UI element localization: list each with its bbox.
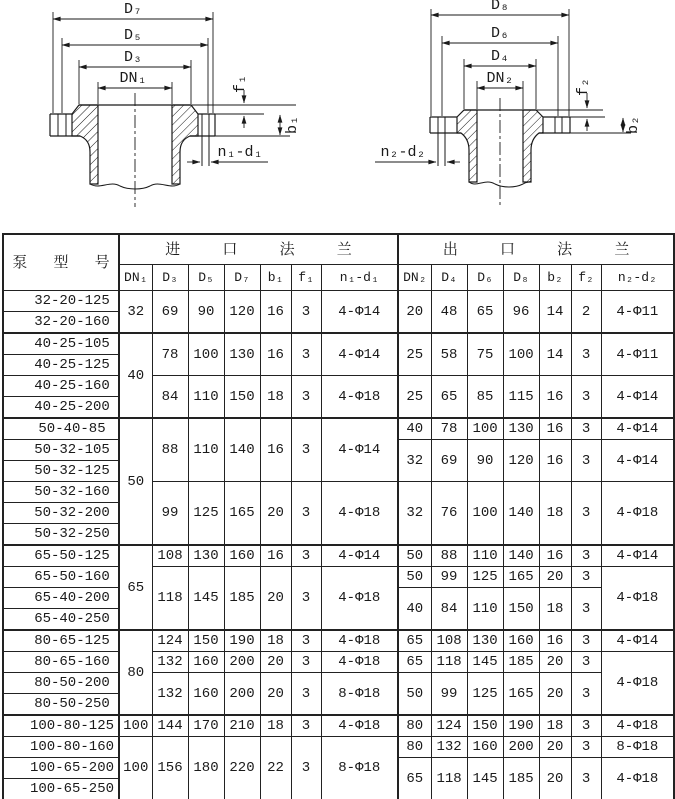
dimension-cell: 200	[503, 737, 539, 758]
dimension-cell: 25	[398, 376, 431, 419]
dimension-cell: 4-Φ14	[321, 418, 398, 482]
dimension-cell: 145	[467, 758, 503, 799]
inlet-subheader-cell: f₁	[291, 265, 321, 291]
dimension-cell: 3	[571, 715, 601, 737]
pump-model-cell: 100-65-250	[3, 779, 119, 799]
dimension-cell: 65	[431, 376, 467, 419]
dimension-cell: 100	[119, 737, 152, 799]
pump-model-cell: 80-50-200	[3, 673, 119, 694]
dimension-cell: 4-Φ11	[601, 333, 674, 376]
dimension-cell: 4-Φ14	[601, 440, 674, 482]
dimension-cell: 165	[503, 673, 539, 716]
dimension-cell: 16	[539, 440, 571, 482]
pump-model-cell: 80-65-125	[3, 630, 119, 652]
d4-label: D₄	[490, 48, 510, 65]
dimension-cell: 78	[431, 418, 467, 440]
dimension-cell: 4-Φ14	[321, 333, 398, 376]
dimension-cell: 4-Φ14	[601, 418, 674, 440]
outlet-flange-diagram	[335, 0, 675, 232]
dimension-cell: 4-Φ18	[321, 652, 398, 673]
dimension-cell: 4-Φ11	[601, 291, 674, 334]
dimension-cell: 8-Φ18	[321, 737, 398, 799]
table-row	[3, 630, 674, 652]
dimension-cell: 156	[152, 737, 188, 799]
outlet-subheader-cell: D₄	[431, 265, 467, 291]
dimension-cell: 160	[503, 630, 539, 652]
dimension-cell: 190	[503, 715, 539, 737]
dimension-cell: 160	[224, 545, 260, 567]
f1-label: f₁	[232, 74, 249, 94]
dimension-cell: 3	[571, 737, 601, 758]
dimension-cell: 18	[539, 588, 571, 631]
dimension-cell: 100	[467, 418, 503, 440]
inlet-subheader-cell: b₁	[260, 265, 291, 291]
dimension-cell: 3	[571, 630, 601, 652]
dimension-cell: 220	[224, 737, 260, 799]
dimension-cell: 88	[152, 418, 188, 482]
dimension-cell: 4-Φ18	[601, 567, 674, 631]
pump-model-cell: 50-32-250	[3, 524, 119, 546]
dimension-cell: 130	[224, 333, 260, 376]
pump-model-cell: 65-40-250	[3, 609, 119, 631]
dimension-cell: 20	[539, 652, 571, 673]
dimension-cell: 132	[152, 652, 188, 673]
dimension-cell: 124	[152, 630, 188, 652]
dimension-table-body	[3, 291, 674, 799]
dimension-cell: 32	[119, 291, 152, 334]
dimension-cell: 50	[398, 567, 431, 588]
dimension-cell: 80	[398, 715, 431, 737]
table-row	[3, 333, 674, 355]
dimension-cell: 80	[398, 737, 431, 758]
pump-model-cell: 32-20-160	[3, 312, 119, 334]
dimension-cell: 132	[431, 737, 467, 758]
dimension-cell: 4-Φ18	[601, 715, 674, 737]
dimension-cell: 20	[260, 652, 291, 673]
dimension-cell: 150	[224, 376, 260, 419]
dimension-cell: 165	[224, 482, 260, 546]
dimension-cell: 78	[152, 333, 188, 376]
dimension-cell: 3	[291, 652, 321, 673]
d7-label: D₇	[123, 1, 143, 18]
dimension-cell: 125	[467, 567, 503, 588]
dimension-cell: 124	[431, 715, 467, 737]
dimension-cell: 4-Φ14	[601, 630, 674, 652]
pump-model-cell: 40-25-200	[3, 397, 119, 419]
dn2-label: DN₂	[486, 70, 514, 87]
dimension-cell: 4-Φ18	[321, 376, 398, 419]
dimension-cell: 88	[431, 545, 467, 567]
dimension-cell: 130	[188, 545, 224, 567]
dimension-cell: 16	[539, 630, 571, 652]
pump-model-cell: 80-50-250	[3, 694, 119, 716]
dimension-cell: 3	[291, 482, 321, 546]
d6-label: D₆	[490, 25, 510, 42]
dimension-cell: 76	[431, 482, 467, 546]
d8-label: D₈	[490, 0, 510, 14]
dimension-cell: 99	[152, 482, 188, 546]
pump-model-cell: 65-50-125	[3, 545, 119, 567]
dimension-cell: 145	[188, 567, 224, 631]
table-row	[3, 418, 674, 440]
model-column-header: 泵 型 号	[3, 234, 119, 291]
dimension-cell: 185	[503, 652, 539, 673]
dimension-cell: 2	[571, 291, 601, 334]
dimension-cell: 20	[539, 758, 571, 799]
dimension-cell: 4-Φ18	[601, 652, 674, 716]
pump-model-cell: 80-65-160	[3, 652, 119, 673]
inlet-subheader-cell: DN₁	[119, 265, 152, 291]
dimension-cell: 8-Φ18	[321, 673, 398, 716]
dimension-cell: 84	[431, 588, 467, 631]
dimension-cell: 180	[188, 737, 224, 799]
dimension-labels	[119, 1, 301, 161]
pump-model-cell: 65-40-200	[3, 588, 119, 609]
dimension-cell: 20	[539, 737, 571, 758]
dimension-cell: 20	[398, 291, 431, 334]
table-row	[3, 715, 674, 737]
dimension-cell: 20	[539, 567, 571, 588]
n1-d1-label: n₁-d₁	[217, 144, 263, 161]
dimension-cell: 32	[398, 482, 431, 546]
n2-d2-label: n₂-d₂	[380, 144, 426, 161]
pump-model-cell: 100-80-125	[3, 715, 119, 737]
pump-model-cell: 40-25-105	[3, 333, 119, 355]
dimension-cell: 14	[539, 333, 571, 376]
dimension-cell: 100	[467, 482, 503, 546]
dimension-cell: 14	[539, 291, 571, 334]
table-row	[3, 567, 674, 588]
dimension-cell: 90	[188, 291, 224, 334]
dimension-cell: 100	[503, 333, 539, 376]
dimension-cell: 18	[539, 715, 571, 737]
table-row	[3, 737, 674, 758]
flange-outline	[50, 105, 215, 189]
dimension-cell: 3	[291, 418, 321, 482]
dimension-cell: 3	[571, 588, 601, 631]
dimension-cell: 3	[291, 376, 321, 419]
dimension-cell: 108	[431, 630, 467, 652]
dimension-cell: 3	[291, 630, 321, 652]
inlet-subheader-cell: n₁-d₁	[321, 265, 398, 291]
pump-model-cell: 65-50-160	[3, 567, 119, 588]
dimension-cell: 4-Φ18	[601, 758, 674, 799]
outlet-subheader-cell: n₂-d₂	[601, 265, 674, 291]
dimension-cell: 110	[467, 588, 503, 631]
dimension-cell: 120	[224, 291, 260, 334]
dimension-cell: 130	[503, 418, 539, 440]
dimension-cell: 32	[398, 440, 431, 482]
dimension-cell: 18	[260, 630, 291, 652]
pump-model-cell: 50-32-125	[3, 461, 119, 482]
hub-section-left-hatch	[457, 110, 477, 182]
pump-model-cell: 40-25-125	[3, 355, 119, 376]
dimension-cell: 99	[431, 567, 467, 588]
table-row	[3, 482, 674, 503]
dimension-cell: 118	[152, 567, 188, 631]
dimension-cell: 108	[152, 545, 188, 567]
dimension-cell: 3	[291, 715, 321, 737]
table-row	[3, 376, 674, 397]
dimension-cell: 50	[398, 673, 431, 716]
dimension-cell: 40	[398, 418, 431, 440]
dimension-cell: 150	[467, 715, 503, 737]
dimension-cell: 22	[260, 737, 291, 799]
dimension-cell: 132	[152, 673, 188, 716]
dimension-cell: 3	[571, 440, 601, 482]
dimension-labels	[380, 0, 642, 161]
inlet-subheader-cell: D₅	[188, 265, 224, 291]
dimension-cell: 160	[467, 737, 503, 758]
table-row	[3, 673, 674, 694]
dimension-cell: 118	[431, 652, 467, 673]
dimension-cell: 160	[188, 673, 224, 716]
dimension-cell: 130	[467, 630, 503, 652]
outlet-subheader-cell: DN₂	[398, 265, 431, 291]
hub-section-right-hatch	[523, 110, 543, 182]
dimension-cell: 4-Φ14	[601, 376, 674, 419]
dimension-cell: 3	[291, 291, 321, 334]
dimension-cell: 200	[224, 673, 260, 716]
dimension-cell: 3	[571, 567, 601, 588]
b2-label: b₂	[625, 115, 642, 135]
dimension-cell: 90	[467, 440, 503, 482]
dimension-cell: 110	[188, 418, 224, 482]
outlet-flange-group-header: 出 口 法 兰	[398, 234, 674, 265]
dimension-cell: 118	[431, 758, 467, 799]
dimension-cell: 200	[224, 652, 260, 673]
dimension-cell: 4-Φ14	[321, 545, 398, 567]
dimension-cell: 3	[571, 545, 601, 567]
dimension-cell: 20	[260, 482, 291, 546]
dimension-cell: 65	[398, 630, 431, 652]
dimension-cell: 3	[571, 673, 601, 716]
dimension-cell: 115	[503, 376, 539, 419]
dn1-label: DN₁	[119, 70, 147, 87]
dimension-cell: 20	[260, 567, 291, 631]
dimension-cell: 58	[431, 333, 467, 376]
dimension-cell: 144	[152, 715, 188, 737]
dimension-cell: 8-Φ18	[601, 737, 674, 758]
dimension-cell: 3	[571, 652, 601, 673]
dimension-cell: 18	[260, 376, 291, 419]
dimension-cell: 16	[539, 545, 571, 567]
dimension-cell: 140	[503, 545, 539, 567]
dimension-cell: 3	[571, 418, 601, 440]
dimension-cell: 16	[260, 418, 291, 482]
pump-model-cell: 32-20-125	[3, 291, 119, 312]
dimension-cell: 40	[398, 588, 431, 631]
hub-section-left-hatch	[72, 105, 98, 184]
dimension-cell: 20	[260, 673, 291, 716]
dimension-cell: 16	[539, 418, 571, 440]
dimension-cell: 25	[398, 333, 431, 376]
dimension-cell: 3	[291, 545, 321, 567]
pump-model-cell: 100-65-200	[3, 758, 119, 779]
dimension-cell: 185	[224, 567, 260, 631]
dimension-cell: 145	[467, 652, 503, 673]
dimension-cell: 85	[467, 376, 503, 419]
dimension-cell: 120	[503, 440, 539, 482]
dimension-cell: 4-Φ14	[321, 291, 398, 334]
table-row	[3, 545, 674, 567]
dimension-cell: 84	[152, 376, 188, 419]
dimension-cell: 140	[503, 482, 539, 546]
dimension-cell: 4-Φ18	[601, 482, 674, 546]
inlet-subheader-cell: D₇	[224, 265, 260, 291]
dimension-cell: 190	[224, 630, 260, 652]
dimension-cell: 160	[188, 652, 224, 673]
dimension-cell: 3	[291, 673, 321, 716]
dimension-cell: 3	[571, 482, 601, 546]
dimension-cell: 16	[260, 291, 291, 334]
dimension-cell: 50	[398, 545, 431, 567]
dimension-cell: 4-Φ18	[321, 715, 398, 737]
dimension-cell: 16	[539, 376, 571, 419]
dimension-cell: 18	[539, 482, 571, 546]
flange-table-wrap	[2, 233, 673, 799]
dimension-cell: 165	[503, 567, 539, 588]
dimension-cell: 3	[291, 333, 321, 376]
dimension-cell: 65	[398, 652, 431, 673]
dimension-cell: 3	[291, 567, 321, 631]
f2-label: f₂	[575, 77, 592, 97]
dimension-cell: 16	[260, 545, 291, 567]
dimension-cell: 170	[188, 715, 224, 737]
dimension-cell: 100	[119, 715, 152, 737]
dimension-cell: 125	[188, 482, 224, 546]
dimension-cell: 100	[188, 333, 224, 376]
dimension-cell: 150	[188, 630, 224, 652]
pump-model-cell: 50-32-160	[3, 482, 119, 503]
dimension-cell: 3	[571, 376, 601, 419]
inlet-flange-group-header: 进 口 法 兰	[119, 234, 398, 265]
pump-model-cell: 50-40-85	[3, 418, 119, 440]
flange-dimension-table	[2, 233, 675, 799]
pump-model-cell: 50-32-105	[3, 440, 119, 461]
dimension-cell: 4-Φ18	[321, 567, 398, 631]
dimension-cell: 80	[119, 630, 152, 715]
dimension-cell: 40	[119, 333, 152, 418]
hub-section-right-hatch	[172, 105, 198, 184]
table-row	[3, 652, 674, 673]
dimension-cell: 65	[467, 291, 503, 334]
dimension-cell: 185	[503, 758, 539, 799]
dimension-cell: 69	[152, 291, 188, 334]
dimension-cell: 50	[119, 418, 152, 545]
outlet-subheader-cell: b₂	[539, 265, 571, 291]
dimension-cell: 140	[224, 418, 260, 482]
dimension-cell: 4-Φ18	[321, 482, 398, 546]
dimension-cell: 96	[503, 291, 539, 334]
outlet-subheader-cell: D₈	[503, 265, 539, 291]
dimension-cell: 3	[571, 758, 601, 799]
dimension-cell: 125	[467, 673, 503, 716]
table-row	[3, 291, 674, 312]
outlet-subheader-cell: f₂	[571, 265, 601, 291]
dimension-cell: 69	[431, 440, 467, 482]
dimension-cell: 4-Φ18	[321, 630, 398, 652]
dimension-cell: 65	[119, 545, 152, 630]
dimension-cell: 75	[467, 333, 503, 376]
dimension-cell: 110	[467, 545, 503, 567]
dimension-cell: 20	[539, 673, 571, 716]
dimension-cell: 3	[571, 333, 601, 376]
dimension-cell: 99	[431, 673, 467, 716]
pump-model-cell: 100-80-160	[3, 737, 119, 758]
dimension-cell: 16	[260, 333, 291, 376]
dimension-cell: 4-Φ14	[601, 545, 674, 567]
dimension-cell: 150	[503, 588, 539, 631]
pump-model-cell: 50-32-200	[3, 503, 119, 524]
dimension-cell: 210	[224, 715, 260, 737]
d5-label: D₅	[123, 27, 143, 44]
dimension-cell: 48	[431, 291, 467, 334]
inlet-flange-diagram	[0, 0, 335, 232]
dimension-cell: 18	[260, 715, 291, 737]
dimension-cell: 3	[291, 737, 321, 799]
dimension-cell: 65	[398, 758, 431, 799]
dimension-cell: 110	[188, 376, 224, 419]
b1-label: b₁	[284, 115, 301, 135]
outlet-subheader-cell: D₆	[467, 265, 503, 291]
pump-model-cell: 40-25-160	[3, 376, 119, 397]
d3-label: D₃	[123, 49, 143, 66]
inlet-subheader-cell: D₃	[152, 265, 188, 291]
